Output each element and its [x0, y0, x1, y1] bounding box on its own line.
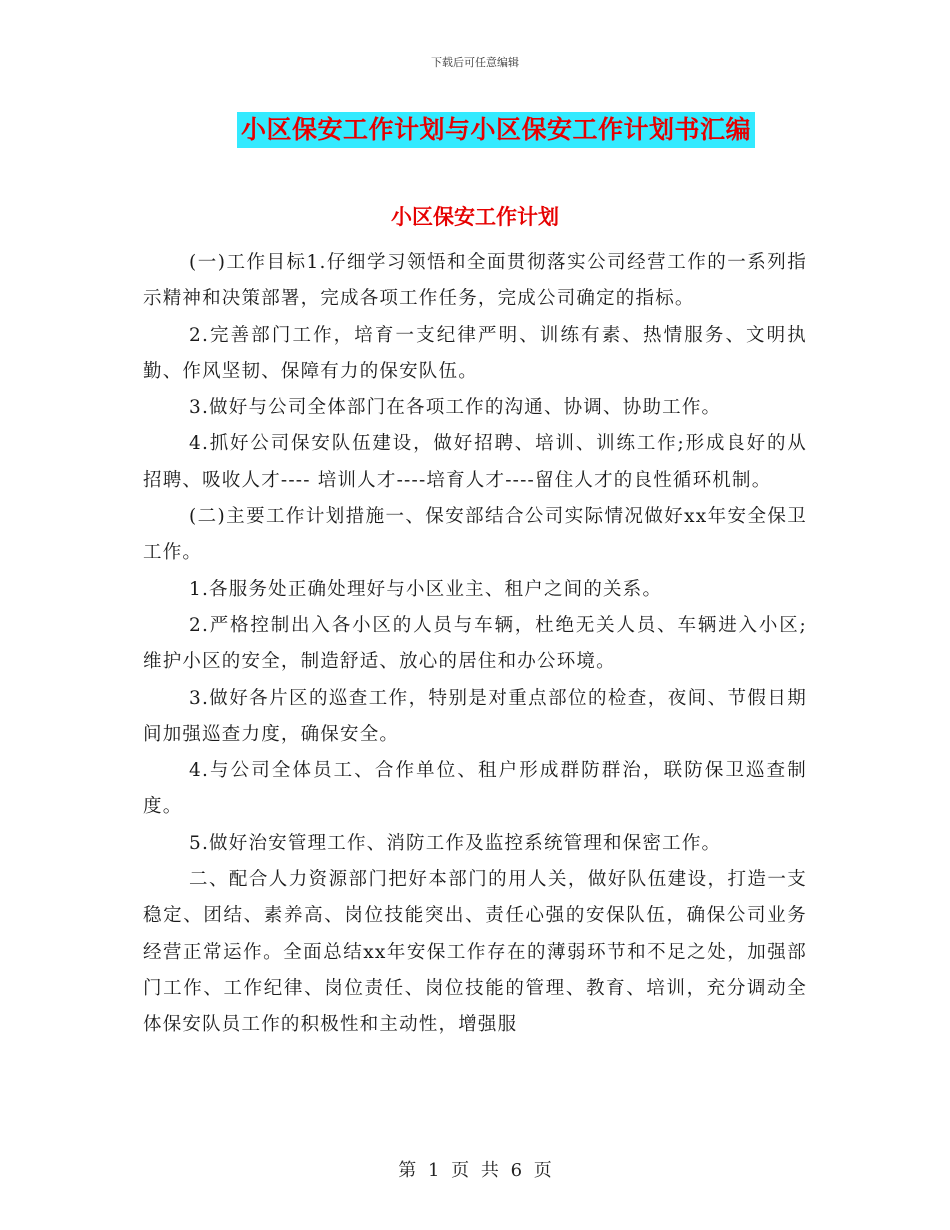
paragraph: 5.做好治安管理工作、消防工作及监控系统管理和保密工作。: [189, 832, 722, 854]
paragraph: 3.做好各片区的巡查工作，特别是对重点部位的检查，夜间、节假日期间加强巡查力度，确保安全。: [143, 687, 807, 745]
paragraph: (二)主要工作计划措施一、保安部结合公司实际情况做好xx年安全保卫工作。: [143, 506, 807, 564]
paragraph: 2.严格控制出入各小区的人员与车辆，杜绝无关人员、车辆进入小区;维护小区的安全，制造舒适、放心的居住和办公环境。: [143, 614, 807, 673]
paragraph: (一)工作目标1.仔细学习领悟和全面贯彻落实公司经营工作的一系列指示精神和决策部署，完成各项工作任务，完成公司确定的指标。: [143, 252, 807, 310]
page-footer: 第 1 页 共 6 页: [398, 1160, 552, 1181]
paragraph: 1.各服务处正确处理好与小区业主、租户之间的关系。: [189, 578, 663, 600]
header-note: 下载后可任意编辑: [431, 56, 519, 69]
paragraph: 3.做好与公司全体部门在各项工作的沟通、协调、协助工作。: [189, 397, 722, 419]
paragraph: 4.抓好公司保安队伍建设，做好招聘、培训、训练工作;形成良好的从招聘、吸收人才---- 培训人才----培育人才----留住人才的良性循环机制。: [143, 433, 807, 491]
body-text: [143, 245, 807, 1044]
main-title-container: [0, 112, 950, 148]
paragraph: 2.完善部门工作，培育一支纪律严明、训练有素、热情服务、文明执勤、作风坚韧、保障有力的保安队伍。: [143, 324, 807, 382]
main-title: 小区保安工作计划与小区保安工作计划书汇编: [237, 112, 755, 148]
section-title: 小区保安工作计划: [391, 204, 559, 229]
paragraph: 二、配合人力资源部门把好本部门的用人关，做好队伍建设，打造一支稳定、团结、素养高、岗位技能突出、责任心强的安保队伍，确保公司业务经营正常运作。全面总结xx年安保工作存在的薄弱环节和不足之处，加强部门工作、工作纪律、岗位责任、岗位技能的管理、教育、培训，充分调动全体保安队员工作的积极性和主动性，增强服: [143, 869, 807, 1036]
paragraph: 4.与公司全体员工、合作单位、租户形成群防群治，联防保卫巡查制度。: [143, 760, 807, 818]
